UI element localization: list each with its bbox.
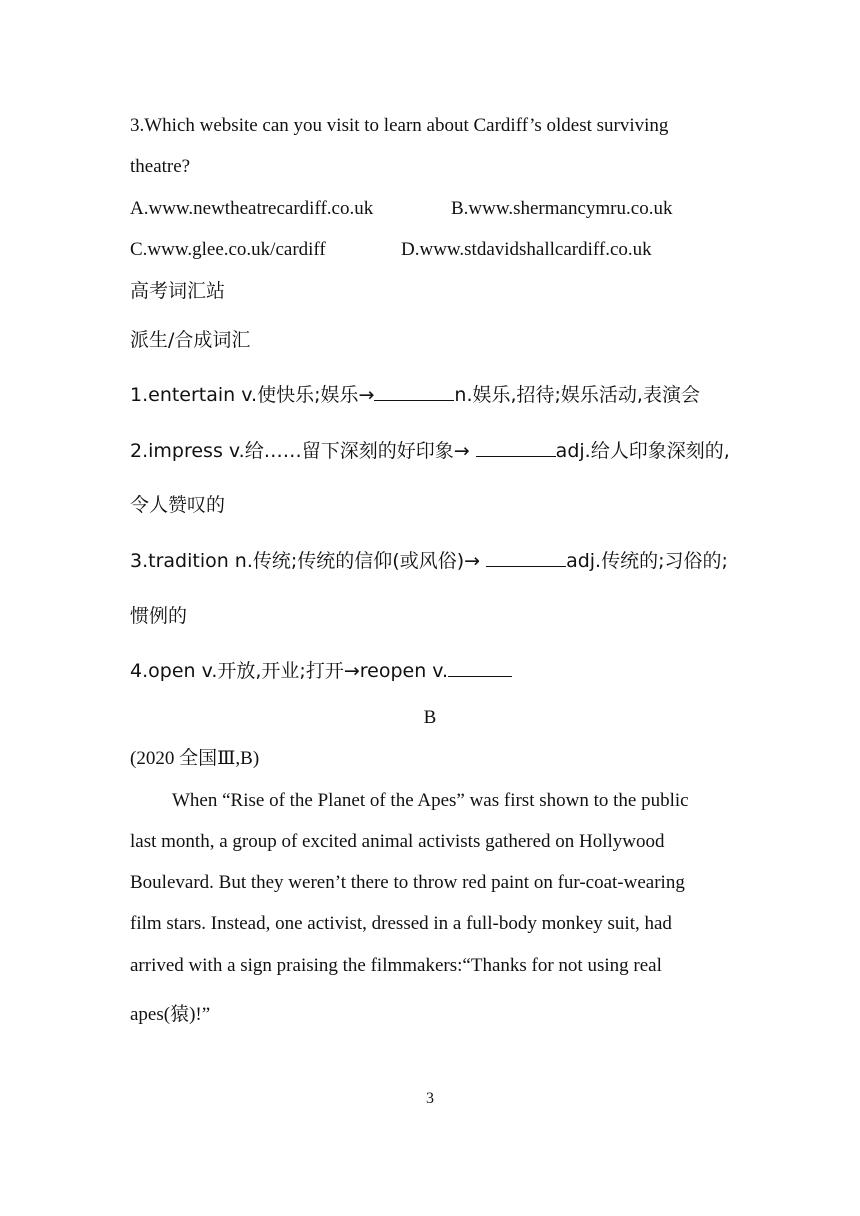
passage-line-3: Boulevard. But they weren’t there to throw red paint on fur-coat-wearing — [130, 872, 685, 893]
vocab-item-2-meaning: adj.给人印象深刻的, — [555, 440, 730, 462]
vocab-item-2-continuation: 令人赞叹的 — [130, 494, 226, 516]
vocab-item-2 — [130, 439, 730, 464]
subsection-title: 派生/合成词汇 — [130, 329, 251, 351]
answer-blank-3[interactable] — [486, 549, 566, 567]
vocab-item-3-prompt: 3.tradition n.传统;传统的信仰(或风俗)→ — [130, 550, 487, 572]
answer-blank-4[interactable] — [448, 659, 512, 677]
answer-blank-2[interactable] — [476, 439, 556, 457]
vocab-item-1 — [130, 383, 700, 408]
option-c: C.www.glee.co.uk/cardiff — [130, 239, 326, 260]
vocab-item-3-continuation: 惯例的 — [130, 605, 188, 627]
passage-source: (2020 全国Ⅲ,B) — [130, 748, 260, 769]
passage-line-5: arrived with a sign praising the filmmakers:“Thanks for not using real — [130, 955, 662, 976]
vocab-item-4-prompt: 4.open v.开放,开业;打开→reopen v. — [130, 660, 449, 682]
option-a: A.www.newtheatrecardiff.co.uk — [130, 198, 374, 219]
passage-line-1: When “Rise of the Planet of the Apes” was first shown to the public — [172, 790, 689, 811]
option-b: B.www.shermancymru.co.uk — [451, 198, 673, 219]
passage-line-2: last month, a group of excited animal activists gathered on Hollywood — [130, 831, 665, 852]
vocab-item-1-meaning: n.娱乐,招待;娱乐活动,表演会 — [454, 384, 700, 406]
option-d: D.www.stdavidshallcardiff.co.uk — [401, 239, 652, 260]
vocab-item-4 — [130, 659, 512, 684]
vocab-item-3-meaning: adj.传统的;习俗的; — [566, 550, 728, 572]
vocab-item-3 — [130, 549, 728, 574]
vocab-item-2-prompt: 2.impress v.给……留下深刻的好印象→ — [130, 440, 476, 462]
question-stem-line-1: 3.Which website can you visit to learn about Cardiff’s oldest surviving — [130, 115, 669, 136]
passage-line-6: apes(猿)!” — [130, 1004, 211, 1025]
section-title: 高考词汇站 — [130, 280, 226, 302]
passage-line-4: film stars. Instead, one activist, dressed in a full-body monkey suit, had — [130, 913, 672, 934]
vocab-item-1-prompt: 1.entertain v.使快乐;娱乐→ — [130, 384, 375, 406]
question-stem-line-2: theatre? — [130, 156, 191, 177]
page-number: 3 — [426, 1090, 434, 1107]
answer-blank-1[interactable] — [374, 383, 454, 401]
passage-label: B — [423, 707, 437, 728]
